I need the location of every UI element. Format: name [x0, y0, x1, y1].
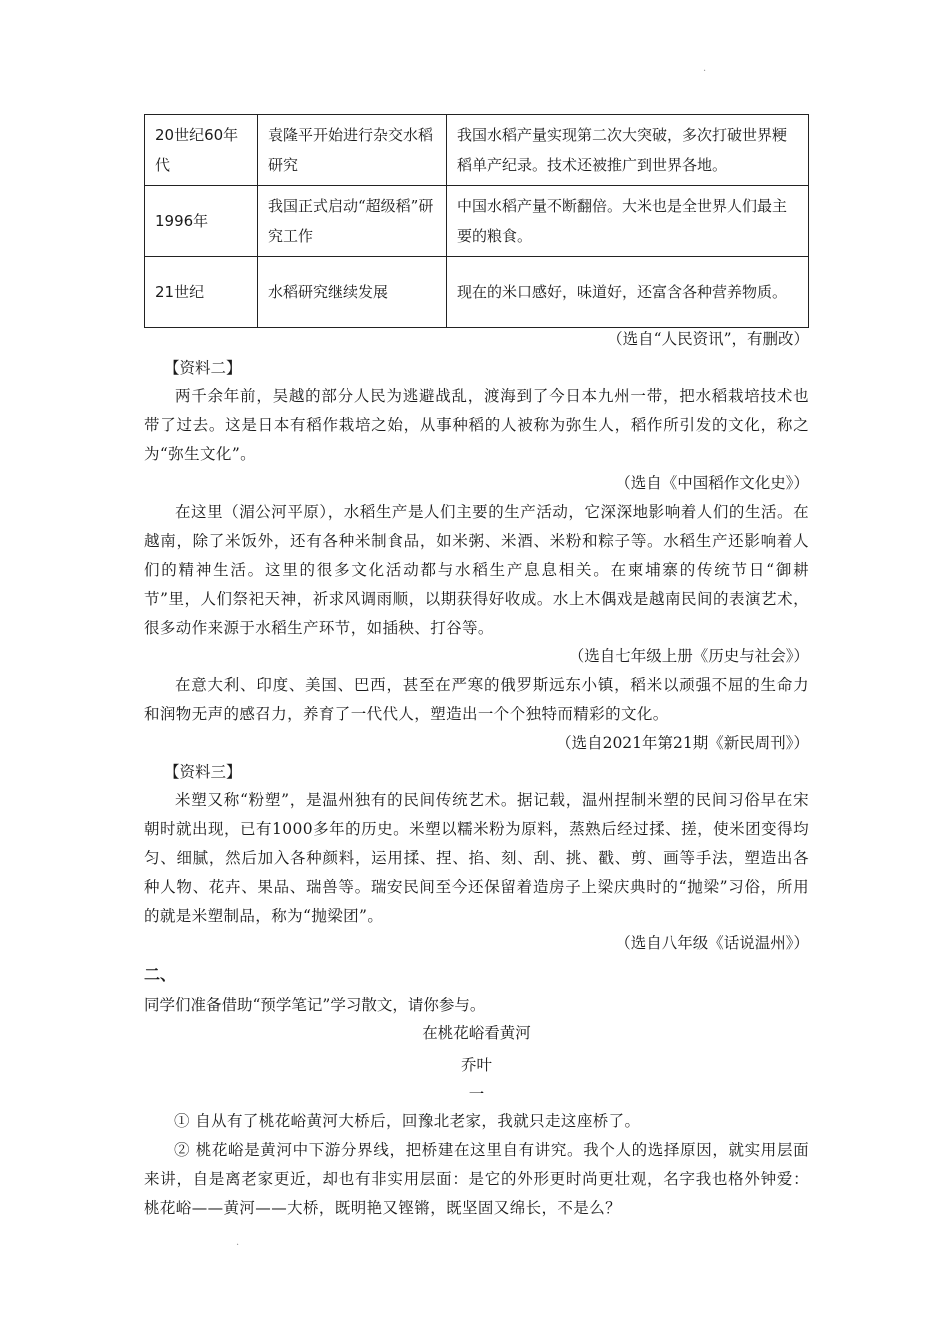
material2-source1: （选自《中国稻作文化史》）	[615, 474, 809, 492]
material3-heading: 【资料三】	[164, 763, 242, 781]
table-cell-period: 1996年	[145, 186, 258, 257]
material2-heading: 【资料二】	[164, 359, 242, 377]
table-row	[145, 186, 809, 257]
table-cell-period: 20世纪60年代	[145, 115, 258, 186]
table-row	[145, 115, 809, 186]
scan-dot: ·	[703, 66, 707, 77]
material2-para3: 在意大利、印度、美国、巴西，甚至在严寒的俄罗斯远东小镇，稻米以顽强不屈的生命力和润物无声的感召力，养育了一代代人，塑造出一个个独特而精彩的文化。	[144, 676, 809, 723]
material2-source2: （选自七年级上册《历史与社会》）	[568, 647, 809, 665]
essay-paragraph-2: ② 桃花峪是黄河中下游分界线，把桥建在这里自有讲究。我个人的选择原因，就实用层面来讲，自是离老家更近，却也有非实用层面：是它的外形更时尚更壮观，名字我也格外钟爱：桃花峪——黄河——大桥，既明艳又铿锵，既坚固又绵长，不是么？	[144, 1141, 809, 1217]
section-intro: 同学们准备借助“预学笔记”学习散文，请你参与。	[144, 996, 486, 1014]
essay-title: 在桃花峪看黄河	[422, 1024, 531, 1042]
section-number: 二、	[144, 965, 177, 984]
material2-source3: （选自2021年第21期《新民周刊》）	[556, 734, 809, 752]
table-cell-event: 袁隆平开始进行杂交水稻研究	[258, 115, 447, 186]
scan-dot: ·	[236, 1240, 240, 1251]
material3-source: （选自八年级《话说温州》）	[615, 934, 809, 952]
essay-author: 乔叶	[460, 1056, 492, 1074]
table-row	[145, 257, 809, 328]
essay-part-number: 一	[468, 1085, 485, 1103]
table-cell-result: 中国水稻产量不断翻倍。大米也是全世界人们最主要的粮食。	[447, 186, 809, 257]
rice-history-table	[144, 114, 809, 328]
material3-para1: 米塑又称“粉塑”，是温州独有的民间传统艺术。据记载，温州捏制米塑的民间习俗早在宋朝时就出现，已有1000多年的历史。米塑以糯米粉为原料，蒸熟后经过揉、搓，使米团变得均匀、细腻，然后加入各种颜料，运用揉、捏、掐、刻、刮、挑、戳、剪、画等手法，塑造出各种人物、花卉、果品、瑞兽等。瑞安民间至今还保留着造房子上梁庆典时的“抛梁”习俗，所用的就是米塑制品，称为“抛梁团”。	[144, 791, 809, 925]
material2-para2: 在这里（湄公河平原），水稻生产是人们主要的生产活动，它深深地影响着人们的生活。在越南，除了米饭外，还有各种米制食品，如米粥、米酒、米粉和粽子等。水稻生产还影响着人们的精神生活。这里的很多文化活动都与水稻生产息息相关。在柬埔寨的传统节日“御耕节”里，人们祭祀天神，祈求风调雨顺，以期获得好收成。水上木偶戏是越南民间的表演艺术，很多动作来源于水稻生产环节，如插秧、打谷等。	[144, 503, 809, 637]
table-cell-result: 我国水稻产量实现第二次大突破，多次打破世界粳稻单产纪录。技术还被推广到世界各地。	[447, 115, 809, 186]
table-cell-event: 水稻研究继续发展	[258, 257, 447, 328]
table-source: （选自“人民资讯”，有删改）	[607, 330, 809, 348]
table-cell-result: 现在的米口感好，味道好，还富含各种营养物质。	[447, 257, 809, 328]
essay-paragraph-1: ① 自从有了桃花峪黄河大桥后，回豫北老家，我就只走这座桥了。	[174, 1112, 641, 1130]
table-cell-event: 我国正式启动“超级稻”研究工作	[258, 186, 447, 257]
material2-para1: 两千余年前，吴越的部分人民为逃避战乱，渡海到了今日本九州一带，把水稻栽培技术也带了过去。这是日本有稻作栽培之始，从事种稻的人被称为弥生人，稻作所引发的文化，称之为“弥生文化”。	[144, 387, 809, 463]
table-cell-period: 21世纪	[145, 257, 258, 328]
